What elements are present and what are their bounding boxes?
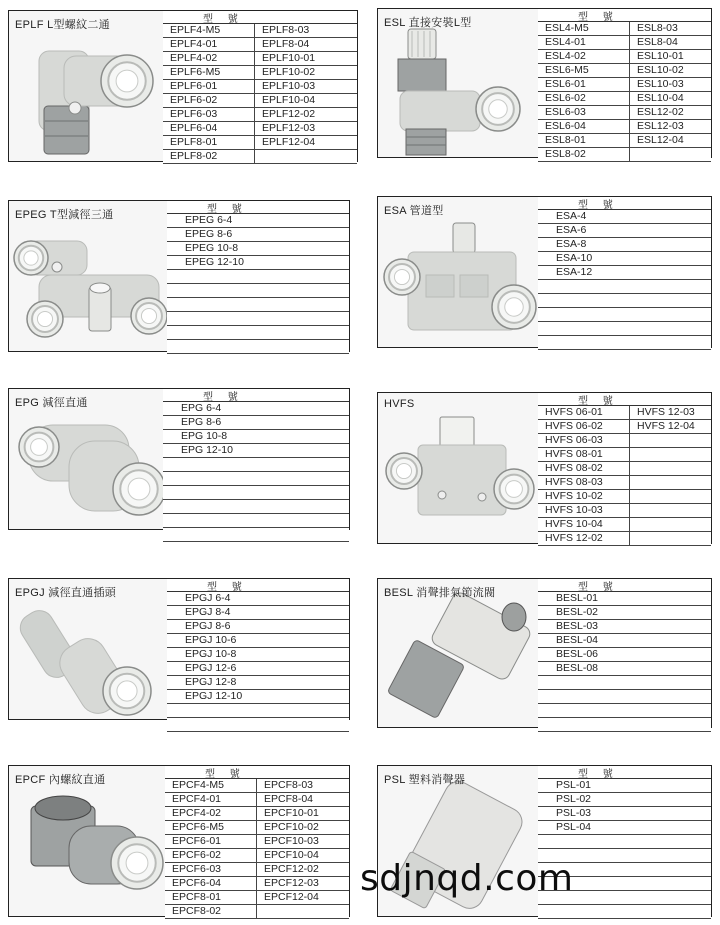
product-title: EPCF 內螺紋直通 <box>15 774 106 786</box>
product-block <box>8 388 350 530</box>
product-title: ESA 管道型 <box>384 205 444 217</box>
table-row <box>165 877 349 891</box>
table-row <box>167 312 349 326</box>
product-photo <box>377 196 539 348</box>
product-title: EPEG T型減徑三通 <box>15 209 114 221</box>
model-code <box>538 718 556 731</box>
model-table-header: 型 號 <box>538 9 711 22</box>
model-code <box>630 148 637 161</box>
model-code: EPCF8-01 <box>165 891 257 904</box>
product-photo <box>377 8 539 158</box>
table-row <box>538 779 711 793</box>
model-code: EPCF6-01 <box>165 835 257 848</box>
product-title: BESL 消聲排氣節流閥 <box>384 587 496 599</box>
table-row <box>538 36 711 50</box>
table-row <box>165 835 349 849</box>
model-code: ESL8-04 <box>637 36 678 48</box>
model-table-header: 型 號 <box>167 201 349 214</box>
model-code: EPCF6-M5 <box>165 821 257 834</box>
model-code <box>538 835 556 848</box>
model-code: EPCF12-02 <box>264 863 319 875</box>
model-code: BESL-02 <box>556 606 599 618</box>
model-code: EPCF10-01 <box>264 807 319 819</box>
fitting-illustration-icon <box>378 579 540 729</box>
table-row <box>538 224 711 238</box>
table-row <box>167 620 349 634</box>
table-row <box>163 430 349 444</box>
table-row <box>538 238 711 252</box>
model-code <box>167 326 185 339</box>
product-photo <box>8 10 164 162</box>
model-code: ESL10-04 <box>637 92 684 104</box>
model-code: EPCF12-03 <box>264 877 319 889</box>
table-row <box>167 298 349 312</box>
model-code: EPLF8-02 <box>163 150 255 163</box>
model-code: EPGJ 8-4 <box>185 606 231 618</box>
fitting-illustration-icon <box>9 579 169 721</box>
table-row <box>163 66 357 80</box>
table-row <box>167 326 349 340</box>
model-code: EPCF8-04 <box>264 793 314 805</box>
table-row <box>167 284 349 298</box>
model-code: ESL6-02 <box>538 92 630 105</box>
model-code <box>538 308 556 321</box>
model-code: HVFS 10-02 <box>538 490 630 503</box>
product-title: EPG 減徑直通 <box>15 397 88 409</box>
model-code: EPEG 6-4 <box>185 214 233 226</box>
model-code <box>163 458 181 471</box>
product-block <box>8 578 350 720</box>
model-code: EPLF6-02 <box>163 94 255 107</box>
model-code <box>163 486 181 499</box>
model-code <box>538 294 556 307</box>
model-code: ESL12-04 <box>637 134 684 146</box>
model-code: ESL12-02 <box>637 106 684 118</box>
table-row <box>167 676 349 690</box>
model-table-header: 型 號 <box>538 579 711 592</box>
model-code: HVFS 12-03 <box>637 406 695 418</box>
table-row <box>165 849 349 863</box>
table-row <box>163 136 357 150</box>
model-code <box>167 718 185 731</box>
table-row <box>163 80 357 94</box>
model-code: HVFS 10-03 <box>538 504 630 517</box>
model-code: EPLF8-01 <box>163 136 255 149</box>
model-code: ESA-4 <box>556 210 587 222</box>
model-table <box>538 196 712 348</box>
model-code: BESL-06 <box>556 648 599 660</box>
model-table-header: 型 號 <box>163 389 349 402</box>
model-code: ESL4-02 <box>538 50 630 63</box>
model-code <box>630 476 637 489</box>
table-row <box>538 462 711 476</box>
model-code: HVFS 08-03 <box>538 476 630 489</box>
product-block <box>377 392 712 544</box>
product-photo <box>8 200 168 352</box>
table-row <box>167 242 349 256</box>
table-row <box>538 807 711 821</box>
model-code: EPG 6-4 <box>181 402 222 414</box>
model-code: EPEG 10-8 <box>185 242 239 254</box>
fitting-illustration-icon <box>9 201 169 353</box>
model-code: ESL8-02 <box>538 148 630 161</box>
table-row <box>165 779 349 793</box>
product-photo <box>8 388 164 530</box>
table-row <box>538 490 711 504</box>
product-block <box>377 8 712 158</box>
model-code <box>255 150 262 163</box>
table-row <box>538 504 711 518</box>
table-row <box>538 64 711 78</box>
model-code: EPGJ 10-6 <box>185 634 237 646</box>
table-row <box>167 606 349 620</box>
table-row <box>538 322 711 336</box>
product-title: EPLF L型螺紋二通 <box>15 19 110 31</box>
model-table-header: 型 號 <box>165 766 349 779</box>
model-code: EPEG 12-10 <box>185 256 244 268</box>
product-photo <box>377 392 539 544</box>
model-code: HVFS 12-04 <box>637 420 695 432</box>
table-row <box>165 863 349 877</box>
model-code: EPLF10-03 <box>262 80 316 92</box>
table-row <box>163 486 349 500</box>
model-code: EPLF4-01 <box>163 38 255 51</box>
model-code: ESL6-03 <box>538 106 630 119</box>
model-code: ESA-12 <box>556 266 593 278</box>
model-code <box>167 298 185 311</box>
table-row <box>538 92 711 106</box>
model-code <box>538 280 556 293</box>
table-row <box>163 444 349 458</box>
model-code: BESL-03 <box>556 620 599 632</box>
model-table-header: 型 號 <box>538 197 711 210</box>
model-code <box>538 676 556 689</box>
fitting-illustration-icon <box>378 9 540 159</box>
model-code: EPEG 8-6 <box>185 228 233 240</box>
fitting-illustration-icon <box>9 11 165 163</box>
model-code: ESA-8 <box>556 238 587 250</box>
model-code: PSL-03 <box>556 807 592 819</box>
table-row <box>538 106 711 120</box>
model-code: ESL8-01 <box>538 134 630 147</box>
table-row <box>167 704 349 718</box>
model-code: EPG 12-10 <box>181 444 233 456</box>
model-code: ESA-6 <box>556 224 587 236</box>
model-code: EPCF10-02 <box>264 821 319 833</box>
model-code <box>163 472 181 485</box>
model-code <box>630 448 637 461</box>
table-row <box>538 821 711 835</box>
model-code: EPLF6-04 <box>163 122 255 135</box>
model-code: ESL4-01 <box>538 36 630 49</box>
model-code: ESL10-03 <box>637 78 684 90</box>
model-code <box>538 322 556 335</box>
model-code <box>163 500 181 513</box>
table-row <box>538 266 711 280</box>
fitting-illustration-icon <box>378 197 540 349</box>
model-table-header: 型 號 <box>538 766 711 779</box>
model-code: EPLF12-03 <box>262 122 316 134</box>
model-code <box>538 336 556 349</box>
table-row <box>167 270 349 284</box>
table-row <box>538 532 711 546</box>
model-code <box>630 504 637 517</box>
model-code <box>630 518 637 531</box>
model-code: PSL-02 <box>556 793 592 805</box>
table-row <box>167 340 349 354</box>
model-code: HVFS 06-01 <box>538 406 630 419</box>
model-code: EPCF6-04 <box>165 877 257 890</box>
table-row <box>538 280 711 294</box>
table-row <box>165 807 349 821</box>
table-row <box>167 228 349 242</box>
product-block <box>8 765 350 917</box>
table-row <box>163 94 357 108</box>
model-code: BESL-01 <box>556 592 599 604</box>
table-row <box>165 905 349 919</box>
product-photo <box>377 578 539 728</box>
table-row <box>538 662 711 676</box>
table-row <box>163 52 357 66</box>
model-code: BESL-04 <box>556 634 599 646</box>
table-row <box>163 458 349 472</box>
model-code: EPCF6-02 <box>165 849 257 862</box>
model-code <box>630 462 637 475</box>
model-code: EPLF10-04 <box>262 94 316 106</box>
product-title: ESL 直接安裝L型 <box>384 17 472 29</box>
table-row <box>163 108 357 122</box>
model-code: EPLF6-03 <box>163 108 255 121</box>
table-row <box>165 793 349 807</box>
model-code: EPLF10-01 <box>262 52 316 64</box>
product-title: EPGJ 減徑直通插頭 <box>15 587 117 599</box>
table-row <box>538 148 711 162</box>
table-row <box>538 434 711 448</box>
product-block <box>8 200 350 352</box>
table-row <box>538 905 711 919</box>
model-table <box>163 388 350 530</box>
product-title: PSL 塑料消聲器 <box>384 774 466 786</box>
model-code: HVFS 08-01 <box>538 448 630 461</box>
table-row <box>538 476 711 490</box>
model-code: EPLF8-03 <box>262 24 310 36</box>
model-code <box>538 690 556 703</box>
model-code: ESL6-04 <box>538 120 630 133</box>
model-table-header: 型 號 <box>163 11 357 24</box>
model-code <box>167 284 185 297</box>
model-table <box>538 578 712 728</box>
model-code: ESL4-M5 <box>538 22 630 35</box>
table-row <box>538 793 711 807</box>
model-code: EPLF4-02 <box>163 52 255 65</box>
fitting-illustration-icon <box>9 389 165 531</box>
table-row <box>167 662 349 676</box>
model-code: HVFS 06-02 <box>538 420 630 433</box>
table-row <box>538 120 711 134</box>
model-code <box>167 312 185 325</box>
model-code <box>630 490 637 503</box>
watermark-text: sdjnqd.com <box>360 858 574 899</box>
table-row <box>165 891 349 905</box>
model-code: EPLF8-04 <box>262 38 310 50</box>
product-photo <box>8 765 166 917</box>
model-table <box>538 8 712 158</box>
product-photo <box>8 578 168 720</box>
table-row <box>538 22 711 36</box>
model-code <box>538 704 556 717</box>
table-row <box>167 214 349 228</box>
model-code: EPCF8-03 <box>264 779 314 791</box>
model-code: EPCF6-03 <box>165 863 257 876</box>
table-row <box>538 406 711 420</box>
table-row <box>538 210 711 224</box>
model-code: EPLF4-M5 <box>163 24 255 37</box>
table-row <box>167 592 349 606</box>
model-table-header: 型 號 <box>167 579 349 592</box>
model-code: EPGJ 12-10 <box>185 690 243 702</box>
table-row <box>163 402 349 416</box>
model-code: EPCF4-M5 <box>165 779 257 792</box>
table-row <box>538 252 711 266</box>
table-row <box>538 134 711 148</box>
model-code: EPCF4-01 <box>165 793 257 806</box>
model-code: EPGJ 6-4 <box>185 592 231 604</box>
table-row <box>165 821 349 835</box>
table-row <box>538 518 711 532</box>
table-row <box>538 690 711 704</box>
model-code: ESL8-03 <box>637 22 678 34</box>
model-code <box>630 434 637 447</box>
model-code: EPLF6-01 <box>163 80 255 93</box>
table-row <box>163 24 357 38</box>
model-code <box>167 340 185 353</box>
table-row <box>163 150 357 164</box>
table-row <box>167 634 349 648</box>
product-block <box>8 10 358 162</box>
model-code <box>163 514 181 527</box>
product-block <box>377 196 712 348</box>
table-row <box>538 676 711 690</box>
table-row <box>538 336 711 350</box>
table-row <box>163 528 349 542</box>
model-code: EPCF4-02 <box>165 807 257 820</box>
model-code <box>630 532 637 545</box>
model-code: PSL-04 <box>556 821 592 833</box>
product-block <box>377 578 712 728</box>
table-row <box>167 718 349 732</box>
model-code: ESL10-02 <box>637 64 684 76</box>
model-code: EPCF8-02 <box>165 905 257 918</box>
table-row <box>538 420 711 434</box>
table-row <box>538 835 711 849</box>
model-code: EPGJ 12-8 <box>185 676 237 688</box>
table-row <box>167 690 349 704</box>
model-code <box>257 905 264 918</box>
model-code: ESA-10 <box>556 252 593 264</box>
table-row <box>167 648 349 662</box>
model-code <box>163 528 181 541</box>
model-code: ESL12-03 <box>637 120 684 132</box>
table-row <box>538 294 711 308</box>
model-code: PSL-01 <box>556 779 592 791</box>
model-code: EPCF10-04 <box>264 849 319 861</box>
model-code: EPG 10-8 <box>181 430 228 442</box>
table-row <box>163 416 349 430</box>
model-table <box>167 578 350 720</box>
table-row <box>538 634 711 648</box>
model-table-header: 型 號 <box>538 393 711 406</box>
model-table <box>163 10 358 162</box>
model-code: HVFS 10-04 <box>538 518 630 531</box>
model-code <box>538 905 556 918</box>
model-code: EPCF12-04 <box>264 891 319 903</box>
model-code: HVFS 06-03 <box>538 434 630 447</box>
model-code <box>167 270 185 283</box>
model-code: BESL-08 <box>556 662 599 674</box>
model-code: EPGJ 10-8 <box>185 648 237 660</box>
model-code: EPCF10-03 <box>264 835 319 847</box>
table-row <box>538 648 711 662</box>
model-code: HVFS 08-02 <box>538 462 630 475</box>
model-table <box>165 765 350 917</box>
model-code: HVFS 12-02 <box>538 532 630 545</box>
model-code: EPLF6-M5 <box>163 66 255 79</box>
product-title: HVFS <box>384 398 415 410</box>
model-code: EPLF10-02 <box>262 66 316 78</box>
model-code: EPLF12-02 <box>262 108 316 120</box>
table-row <box>538 448 711 462</box>
table-row <box>167 256 349 270</box>
table-row <box>538 704 711 718</box>
table-row <box>538 308 711 322</box>
table-row <box>163 500 349 514</box>
model-code: ESL6-01 <box>538 78 630 91</box>
model-code: ESL10-01 <box>637 50 684 62</box>
table-row <box>538 78 711 92</box>
table-row <box>538 606 711 620</box>
model-code: EPLF12-04 <box>262 136 316 148</box>
model-code: EPGJ 8-6 <box>185 620 231 632</box>
model-code: EPG 8-6 <box>181 416 222 428</box>
table-row <box>538 620 711 634</box>
model-table <box>538 392 712 544</box>
table-row <box>538 592 711 606</box>
fitting-illustration-icon <box>9 766 167 918</box>
table-row <box>538 50 711 64</box>
fitting-illustration-icon <box>378 393 540 545</box>
table-row <box>163 122 357 136</box>
table-row <box>538 718 711 732</box>
table-row <box>163 472 349 486</box>
model-code: EPGJ 12-6 <box>185 662 237 674</box>
model-code: ESL6-M5 <box>538 64 630 77</box>
table-row <box>163 514 349 528</box>
table-row <box>163 38 357 52</box>
model-code <box>167 704 185 717</box>
model-table <box>167 200 350 352</box>
